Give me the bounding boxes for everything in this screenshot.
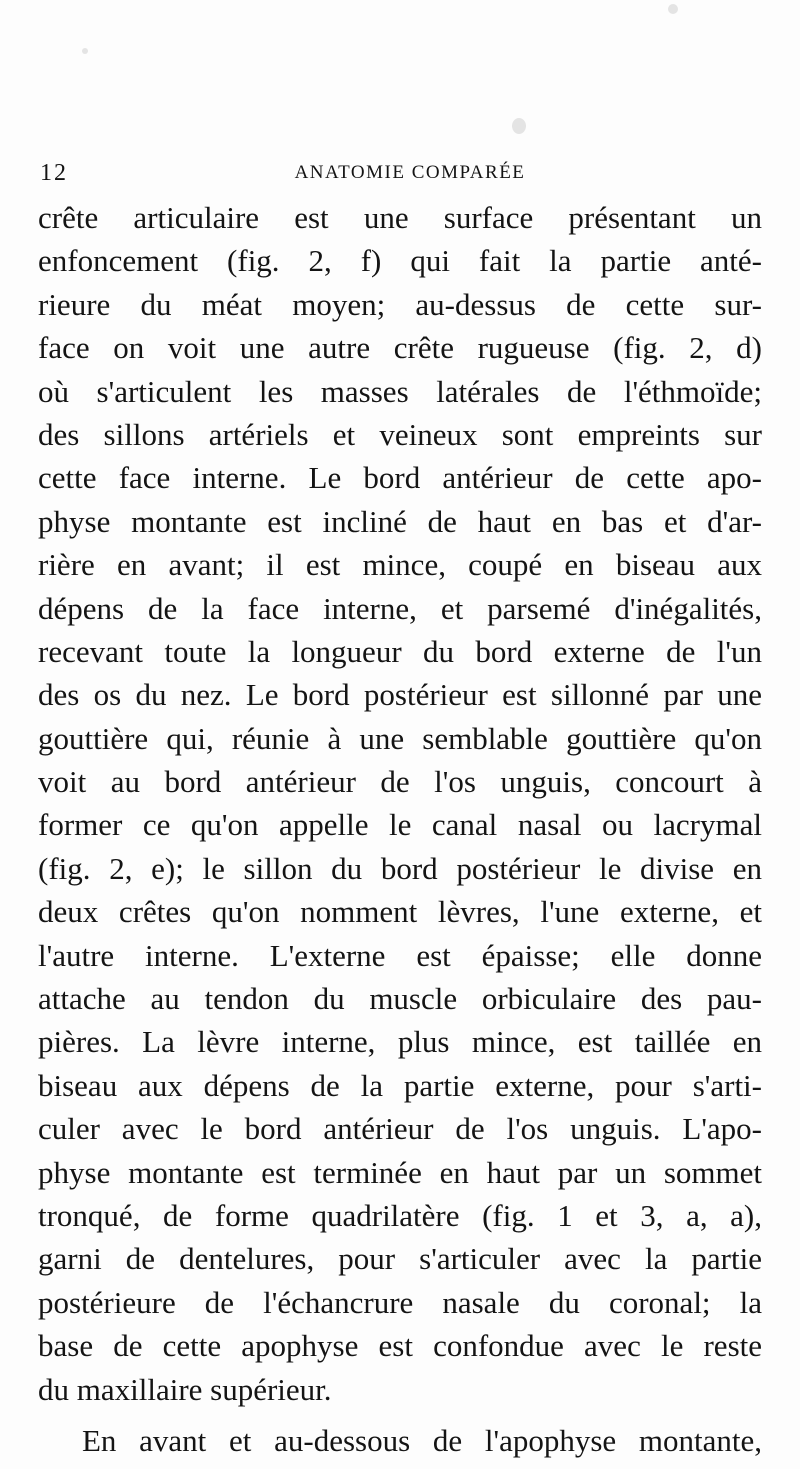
text-line: rieure du méat moyen; au-dessus de cette sur- bbox=[38, 286, 762, 322]
text-line: face on voit une autre crête rugueuse (fig. 2, d) bbox=[38, 330, 762, 366]
text-line: pières. La lèvre interne, plus mince, est taillée en bbox=[38, 1024, 762, 1060]
text-line: deux crêtes qu'on nomment lèvres, l'une externe, et bbox=[38, 894, 762, 930]
text-line: (fig. 2, e); le sillon du bord postérieur le divise en bbox=[38, 850, 762, 886]
text-line: cette face interne. Le bord antérieur de cette apo- bbox=[38, 460, 762, 496]
text-line: enfoncement (fig. 2, f) qui fait la partie anté- bbox=[38, 243, 762, 279]
text-line: voit au bord antérieur de l'os unguis, concourt à bbox=[38, 764, 762, 800]
running-head: ANATOMIE COMPARÉE bbox=[294, 162, 526, 183]
text-line: attache au tendon du muscle orbiculaire des pau- bbox=[38, 981, 762, 1017]
text-line: où s'articulent les masses latérales de l'éthmoïde; bbox=[38, 373, 762, 409]
text-line: tronqué, de forme quadrilatère (fig. 1 et 3, a, a), bbox=[38, 1197, 762, 1233]
paragraph-gap bbox=[38, 1411, 762, 1419]
scan-speck bbox=[668, 4, 678, 14]
text-line: garni de dentelures, pour s'articuler avec la partie bbox=[38, 1241, 762, 1277]
text-line: recevant toute la longueur du bord externe de l'un bbox=[38, 633, 762, 669]
text-line: gouttière qui, réunie à une semblable gouttière qu'on bbox=[38, 720, 762, 756]
text-line: physe montante est terminée en haut par un sommet bbox=[38, 1154, 762, 1190]
text-line: former ce qu'on appelle le canal nasal ou lacrymal bbox=[38, 807, 762, 843]
text-line: postérieure de l'échancrure nasale du coronal; la bbox=[38, 1284, 762, 1320]
text-line: crête articulaire est une surface présentant un bbox=[38, 200, 762, 235]
text-line: rière en avant; il est mince, coupé en biseau aux bbox=[38, 547, 762, 583]
scan-speck bbox=[512, 118, 526, 134]
text-line: En avant et au-dessous de l'apophyse montante, bbox=[82, 1422, 762, 1458]
text-line: biseau aux dépens de la partie externe, pour s'arti- bbox=[38, 1067, 762, 1103]
text-line: base de cette apophyse est confondue avec le reste bbox=[38, 1328, 762, 1364]
text-line: culer avec le bord antérieur de l'os unguis. L'apo- bbox=[38, 1111, 762, 1147]
text-line: l'autre interne. L'externe est épaisse; elle donne bbox=[38, 937, 762, 973]
scan-speck bbox=[82, 48, 88, 54]
text-line: physe montante est incliné de haut en bas et d'ar- bbox=[38, 503, 762, 539]
body-text bbox=[38, 196, 762, 1462]
page-number: 12 bbox=[40, 160, 68, 186]
text-line: des os du nez. Le bord postérieur est sillonné par une bbox=[38, 677, 762, 713]
text-line: dépens de la face interne, et parsemé d'inégalités, bbox=[38, 590, 762, 626]
text-line: du maxillaire supérieur. bbox=[38, 1371, 332, 1407]
page-header bbox=[40, 160, 760, 190]
text-line: des sillons artériels et veineux sont empreints sur bbox=[38, 416, 762, 452]
